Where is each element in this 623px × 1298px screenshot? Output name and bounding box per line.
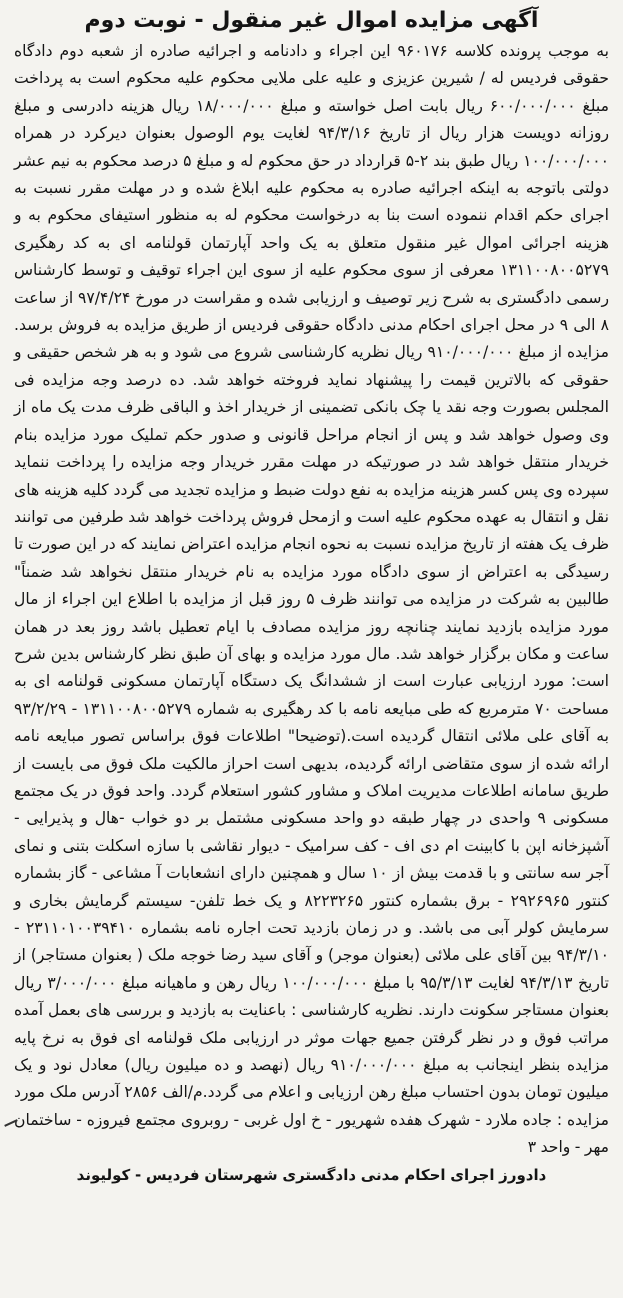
notice-title: آگهی مزایده اموال غیر منقول - نوبت دوم (84, 8, 539, 33)
notice-body: به موجب پرونده کلاسه ۹۶۰۱۷۶ این اجراء و دادنامه و اجرائیه صادره از شعبه دوم دادگاه حقوقی فردیس له / شیرین عزیزی و علیه علی ملایی محکوم علیه محکوم است به پرداخت مبلغ ۶۰۰/۰۰۰/۰۰۰ ریال بابت اصل خواسته و مبلغ ۱۸/۰۰۰/۰۰۰ ریال هزینه دادرسی و مبلغ روزانه دویست هزار ریال از تاریخ ۹۴/۳/۱۶ لغایت یوم الوصول بعنوان دیرکرد در همراه ۱۰۰/۰۰۰/۰۰۰ ریال طبق بند ۲-۵ قرارداد در حق محکوم له و مبلغ ۵ درصد محکوم به نیم عشر دولتی باتوجه به اینکه اجرائیه صادره به محکوم علیه ابلاغ شده و در مهلت مقرر نسبت به اجرای حکم اقدام ننموده است بنا به درخواست محکوم له به منظور استیفای محکوم به و هزینه اجرائی اموال غیر منقول متعلق به یک واحد آپارتمان قولنامه ای به کد رهگیری ۱۳۱۱۰۰۸۰۰۵۲۷۹ معرفی از سوی محکوم علیه از سوی این اجراء توقیف و توسط کارشناس رسمی دادگستری به شرح زیر توصیف و ارزیابی شده و مقراست در مورخ ۹۷/۴/۲۴ از ساعت ۸ الی ۹ در محل اجرای احکام مدنی دادگاه حقوقی فردیس از طریق مزایده به فروش برسد. مزایده از مبلغ ۹۱۰/۰۰۰/۰۰۰ ریال نظریه کارشناسی شروع می شود و به هر شخص حقیقی و حقوقی که بالاترین قیمت را پیشنهاد نماید فروخته خواهد شد. ده درصد وجه مزایده فی المجلس بصورت وجه نقد یا چک بانکی تضمینی از خریدار اخذ و الباقی ظرف مدت یک ماه از وی وصول خواهد شد و پس از انجام مراحل قانونی و صدور حکم تملیک مورد مزایده بنام خریدار منتقل خواهد شد در صورتیکه در مهلت مقرر خریدار وجه مزایده را پرداخت ننماید سپرده وی پس کسر هزینه مزایده به نفع دولت ضبط و مزایده تجدید می گردد کلیه هزینه های نقل و انتقال به عهده محکوم علیه است و ازمحل فروش پرداخت خواهد شد طرفین می توانند ظرف یک هفته از تاریخ مزایده نسبت به نحوه انجام مزایده اعتراض نمایند که در این صورت تا رسیدگی به اعتراض از سوی دادگاه مورد مزایده به نام خریدار منتقل نخواهد شد ضمناً" طالبین به شرکت در مزایده می توانند ظرف ۵ روز قبل از مزایده با اطلاع این اجراء از مال مورد مزایده بازدید نمایند چنانچه روز مزایده مصادف با ایام تعطیل باشد روز بعد در همان ساعت و مکان برگزار خواهد شد. مال مورد مزایده و بهای آن طبق نظر کارشناس بدین شرح است: مورد ارزیابی عبارت است از ششدانگ یک دستگاه آپارتمان مسکونی قولنامه ای به مساحت ۷۰ مترمربع که طی مبایعه نامه با کد رهگیری به شماره ۱۳۱۱۰۰۸۰۰۵۲۷۹ - ۹۳/۲/۲۹ به آقای علی ملائی انتقال گردیده است.(توضیحا" اطلاعات فوق براساس تصور مبایعه نامه ارائه شده از سوی متقاضی ارائه گردیده، بدیهی است احراز مالکیت ملک فوق می بایست از طریق سامانه اطلاعات مدیریت املاک و مشاور کشور استعلام گردد. واحد فوق در یک مجتمع مسکونی ۹ واحدی در چهار طبقه دو واحد مسکونی مشتمل بر دو خواب -هال و پذیرایی - آشپزخانه اپن با کابینت ام دی اف - کف سرامیک - دیوار نقاشی با سازه اسکلت بتنی و نمای آجر سه سانتی و با قدمت بیش از ۱۰ سال و همچنین دارای انشعابات آ مشاعی - گاز بشماره کنتور ۲۹۲۶۹۶۵ - برق بشماره کنتور ۸۲۲۳۲۶۵ و یک خط تلفن- سیستم گرمایش بخاری و سرمایش کولر آبی می باشد. و در زمان بازدید تحت اجاره نامه بشماره ۲۳۱۱۰۱۰۰۳۹۴۱۰ - ۹۴/۳/۱۰ بین آقای علی ملائی (بعنوان موجر) و آقای سید رضا خوجه ملک ( بعنوان مستاجر) از تاریخ ۹۴/۳/۱۳ لغایت ۹۵/۳/۱۳ با مبلغ ۱۰۰/۰۰۰/۰۰۰ ریال رهن و ماهیانه مبلغ ۳/۰۰۰/۰۰۰ ریال بعنوان مستاجر سکونت دارند. نظریه کارشناسی : باعنایت به بازدید و بررسی های بعمل آمده مراتب فوق و در نظر گرفتن جمیع جهات موثر در ارزیابی ملک قولنامه ای فوق به نرخ پایه مزایده بنظر اینجانب به مبلغ ۹۱۰/۰۰۰/۰۰۰ ریال (نهصد و ده میلیون ریال) معادل نود و یک میلیون تومان بدون احتساب مبلغ رهن ارزیابی و اعلام می گردد.م/الف ۲۸۵۶ آدرس ملک مورد مزایده : جاده ملارد - شهرک هفده شهریور - خ اول غربی - روبروی مجتمع فیروزه - ساختمان مهر - واحد ۳ (14, 42, 610, 1157)
notice-signature: دادورز اجرای احکام مدنی دادگستری شهرستان فردیس - کولیوند (76, 1165, 547, 1184)
